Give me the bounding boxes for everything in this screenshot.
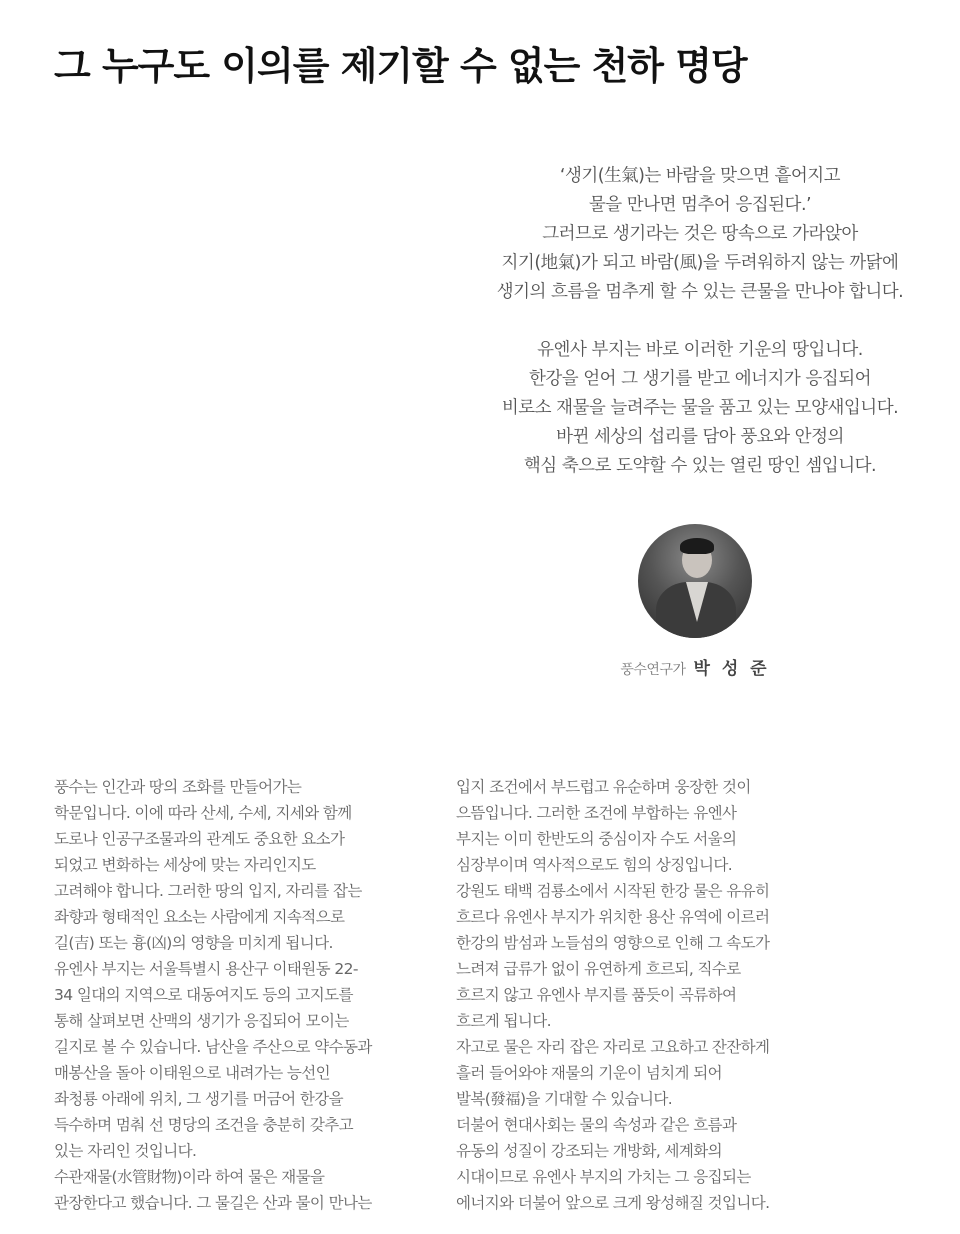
body-line: 유엔사 부지는 서울특별시 용산구 이태원동 22- [54,960,358,978]
body-line: 고려해야 합니다. 그러한 땅의 입지, 자리를 잡는 [54,882,362,900]
body-line: 느려져 급류가 없이 유연하게 흐르되, 직수로 [456,960,741,978]
avatar-hair [680,538,714,554]
body-line: 길지로 볼 수 있습니다. 남산을 주산으로 약수동과 [54,1038,372,1056]
body-line: 좌청룡 아래에 위치, 그 생기를 머금어 한강을 [54,1090,344,1108]
body-line: 34 일대의 지역으로 대동여지도 등의 고지도를 [54,986,353,1004]
body-line: 에너지와 더불어 앞으로 크게 왕성해질 것입니다. [456,1194,770,1212]
body-line: 풍수는 인간과 땅의 조화를 만들어가는 [54,778,302,796]
quote-line: 핵심 축으로 도약할 수 있는 열린 땅인 셈입니다. [523,456,877,476]
quote-line: 비로소 재물을 늘려주는 물을 품고 있는 모양새입니다. [501,398,899,418]
body-line: 으뜸입니다. 그러한 조건에 부합하는 유엔사 [456,804,737,822]
body-line: 득수하며 멈춰 선 명당의 조건을 충분히 갖추고 [54,1116,354,1134]
body-line: 자고로 물은 자리 잡은 자리로 고요하고 잔잔하게 [456,1038,770,1056]
quote-line: 지기(地氣)가 되고 바람(風)을 두려워하지 않는 까닭에 [501,253,899,273]
body-column-right [456,774,856,1216]
body-line: 도로나 인공구조물과의 관계도 중요한 요소가 [54,830,345,848]
body-line: 입지 조건에서 부드럽고 유순하며 웅장한 것이 [456,778,751,796]
quote-line: ‘생기(生氣)는 바람을 맞으면 흩어지고 [559,166,841,186]
author-avatar [638,524,752,638]
body-line: 관장한다고 했습니다. 그 물길은 산과 물이 만나는 [54,1194,372,1212]
quote-line: 그러므로 생기라는 것은 땅속으로 가라앉아 [542,224,858,244]
quote-paragraph-2 [450,336,950,481]
author-name: 박 성 준 [693,659,770,679]
quote-line: 바뀐 세상의 섭리를 담아 풍요와 안정의 [556,427,844,447]
body-column-left [54,774,454,1216]
quote-line: 생기의 흐름을 멈추게 할 수 있는 큰물을 만나야 합니다. [496,282,904,302]
author-caption [600,654,790,679]
body-line: 부지는 이미 한반도의 중심이자 수도 서울의 [456,830,737,848]
body-line: 수관재물(水管財物)이라 하여 물은 재물을 [54,1168,325,1186]
body-line: 유동의 성질이 강조되는 개방화, 세계화의 [456,1142,722,1160]
body-line: 길(吉) 또는 흉(凶)의 영향을 미치게 됩니다. [54,934,333,952]
body-line: 강원도 태백 검룡소에서 시작된 한강 물은 유유히 [456,882,770,900]
quote-line: 한강을 얻어 그 생기를 받고 에너지가 응집되어 [528,369,872,389]
body-line: 있는 자리인 것입니다. [54,1142,197,1160]
body-line: 발복(發福)을 기대할 수 있습니다. [456,1090,673,1108]
body-line: 흐르게 됩니다. [456,1012,551,1030]
quote-paragraph-1 [450,162,950,307]
body-line: 흐르다 유엔사 부지가 위치한 용산 유역에 이르러 [456,908,770,926]
page-title: 그 누구도 이의를 제기할 수 없는 천하 명당 [54,44,747,88]
body-line: 되었고 변화하는 세상에 맞는 자리인지도 [54,856,316,874]
body-line: 흘러 들어와야 재물의 기운이 넘치게 되어 [456,1064,722,1082]
body-line: 심장부이며 역사적으로도 힘의 상징입니다. [456,856,733,874]
body-line: 흐르지 않고 유엔사 부지를 품듯이 곡류하여 [456,986,737,1004]
paragraph-spacer [450,307,950,336]
body-line: 한강의 밤섬과 노들섬의 영향으로 인해 그 속도가 [456,934,770,952]
quote-line: 물을 만나면 멈추어 응집된다.’ [588,195,812,215]
body-line: 더불어 현대사회는 물의 속성과 같은 흐름과 [456,1116,737,1134]
quote-line: 유엔사 부지는 바로 이러한 기운의 땅입니다. [537,340,863,360]
author-block [600,524,790,679]
quote-block [450,162,950,481]
author-role: 풍수연구가 [620,662,686,678]
body-line: 통해 살펴보면 산맥의 생기가 응집되어 모이는 [54,1012,349,1030]
body-line: 좌향과 형태적인 요소는 사람에게 지속적으로 [54,908,345,926]
body-line: 시대이므로 유엔사 부지의 가치는 그 응집되는 [456,1168,751,1186]
body-line: 매봉산을 돌아 이태원으로 내려가는 능선인 [54,1064,331,1082]
body-line: 학문입니다. 이에 따라 산세, 수세, 지세와 함께 [54,804,352,822]
